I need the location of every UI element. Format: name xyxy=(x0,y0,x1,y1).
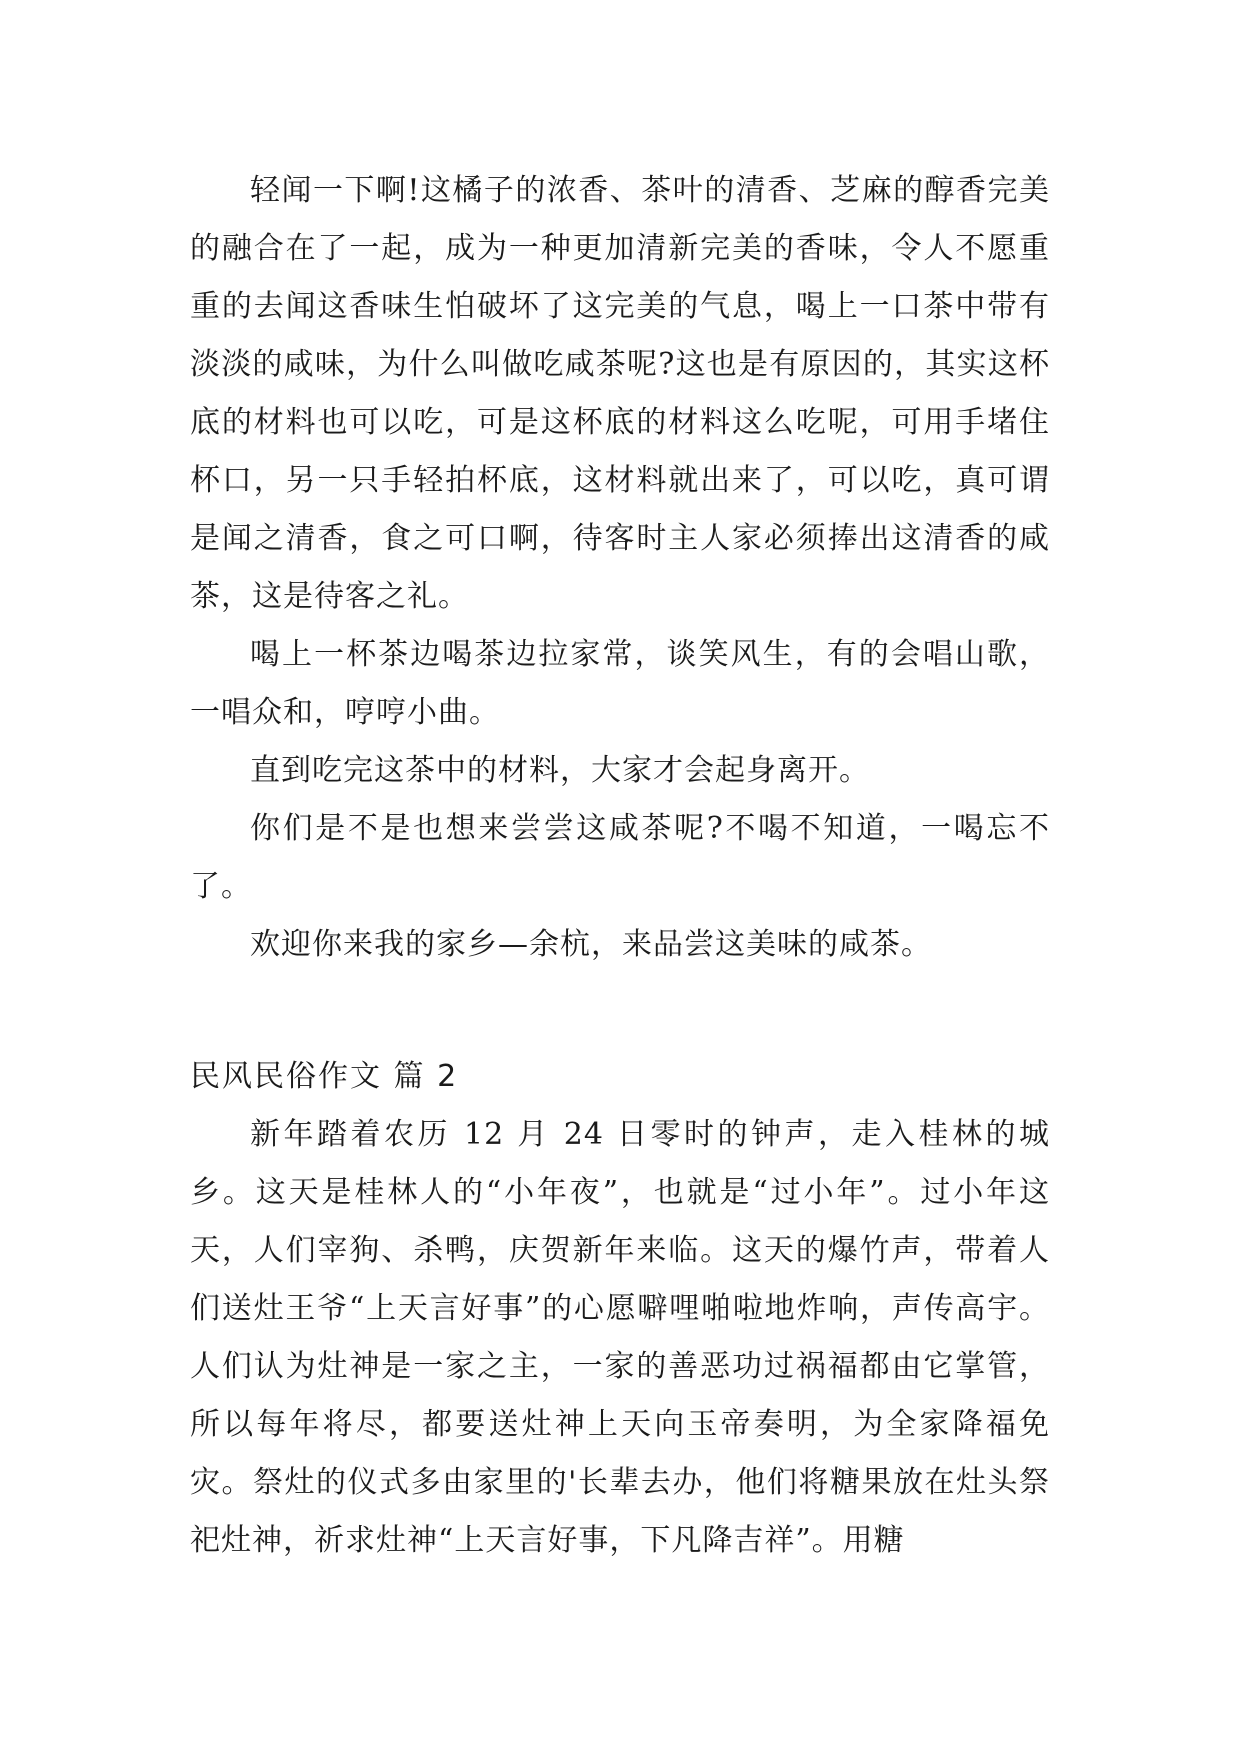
paragraph-invitation-question: 你们是不是也想来尝尝这咸茶呢?不喝不知道，一喝忘不了。 xyxy=(190,811,1050,904)
document-body xyxy=(190,162,1050,1570)
section-title: 民风民俗作文 篇 2 xyxy=(190,1059,459,1094)
paragraph-xiancha-aroma: 轻闻一下啊!这橘子的浓香、茶叶的清香、芝麻的醇香完美的融合在了一起，成为一种更加清新完美的香味，令人不愿重重的去闻这香味生怕破坏了这完美的气息，喝上一口茶中带有淡淡的咸味，为什么叫做吃咸茶呢?这也是有原因的，其实这杯底的材料也可以吃，可是这杯底的材料这么吃呢，可用手堵住杯口，另一只手轻拍杯底，这材料就出来了，可以吃，真可谓是闻之清香，食之可口啊，待客时主人家必须捧出这清香的咸茶，这是待客之礼。 xyxy=(190,173,1050,614)
paragraph-little-new-year: 新年踏着农历 12 月 24 日零时的钟声，走入桂林的城乡。这天是桂林人的“小年夜”，也就是“过小年”。过小年这天，人们宰狗、杀鸭，庆贺新年来临。这天的爆竹声，带着人们送灶王爷“上天言好事”的心愿噼哩啪啦地炸响，声传高宇。人们认为灶神是一家之主，一家的善恶功过祸福都由它掌管，所以每年将尽，都要送灶神上天向玉帝奏明，为全家降福免灾。祭灶的仪式多由家里的'长辈去办，他们将糖果放在灶头祭祀灶神，祈求灶神“上天言好事，下凡降吉祥”。用糖 xyxy=(190,1117,1050,1558)
paragraph-welcome: 欢迎你来我的家乡—余杭，来品尝这美味的咸茶。 xyxy=(250,927,932,962)
paragraph-drinking-chat: 喝上一杯茶边喝茶边拉家常，谈笑风生，有的会唱山歌，一唱众和，哼哼小曲。 xyxy=(190,637,1050,730)
paragraph-leave: 直到吃完这茶中的材料，大家才会起身离开。 xyxy=(250,753,870,788)
